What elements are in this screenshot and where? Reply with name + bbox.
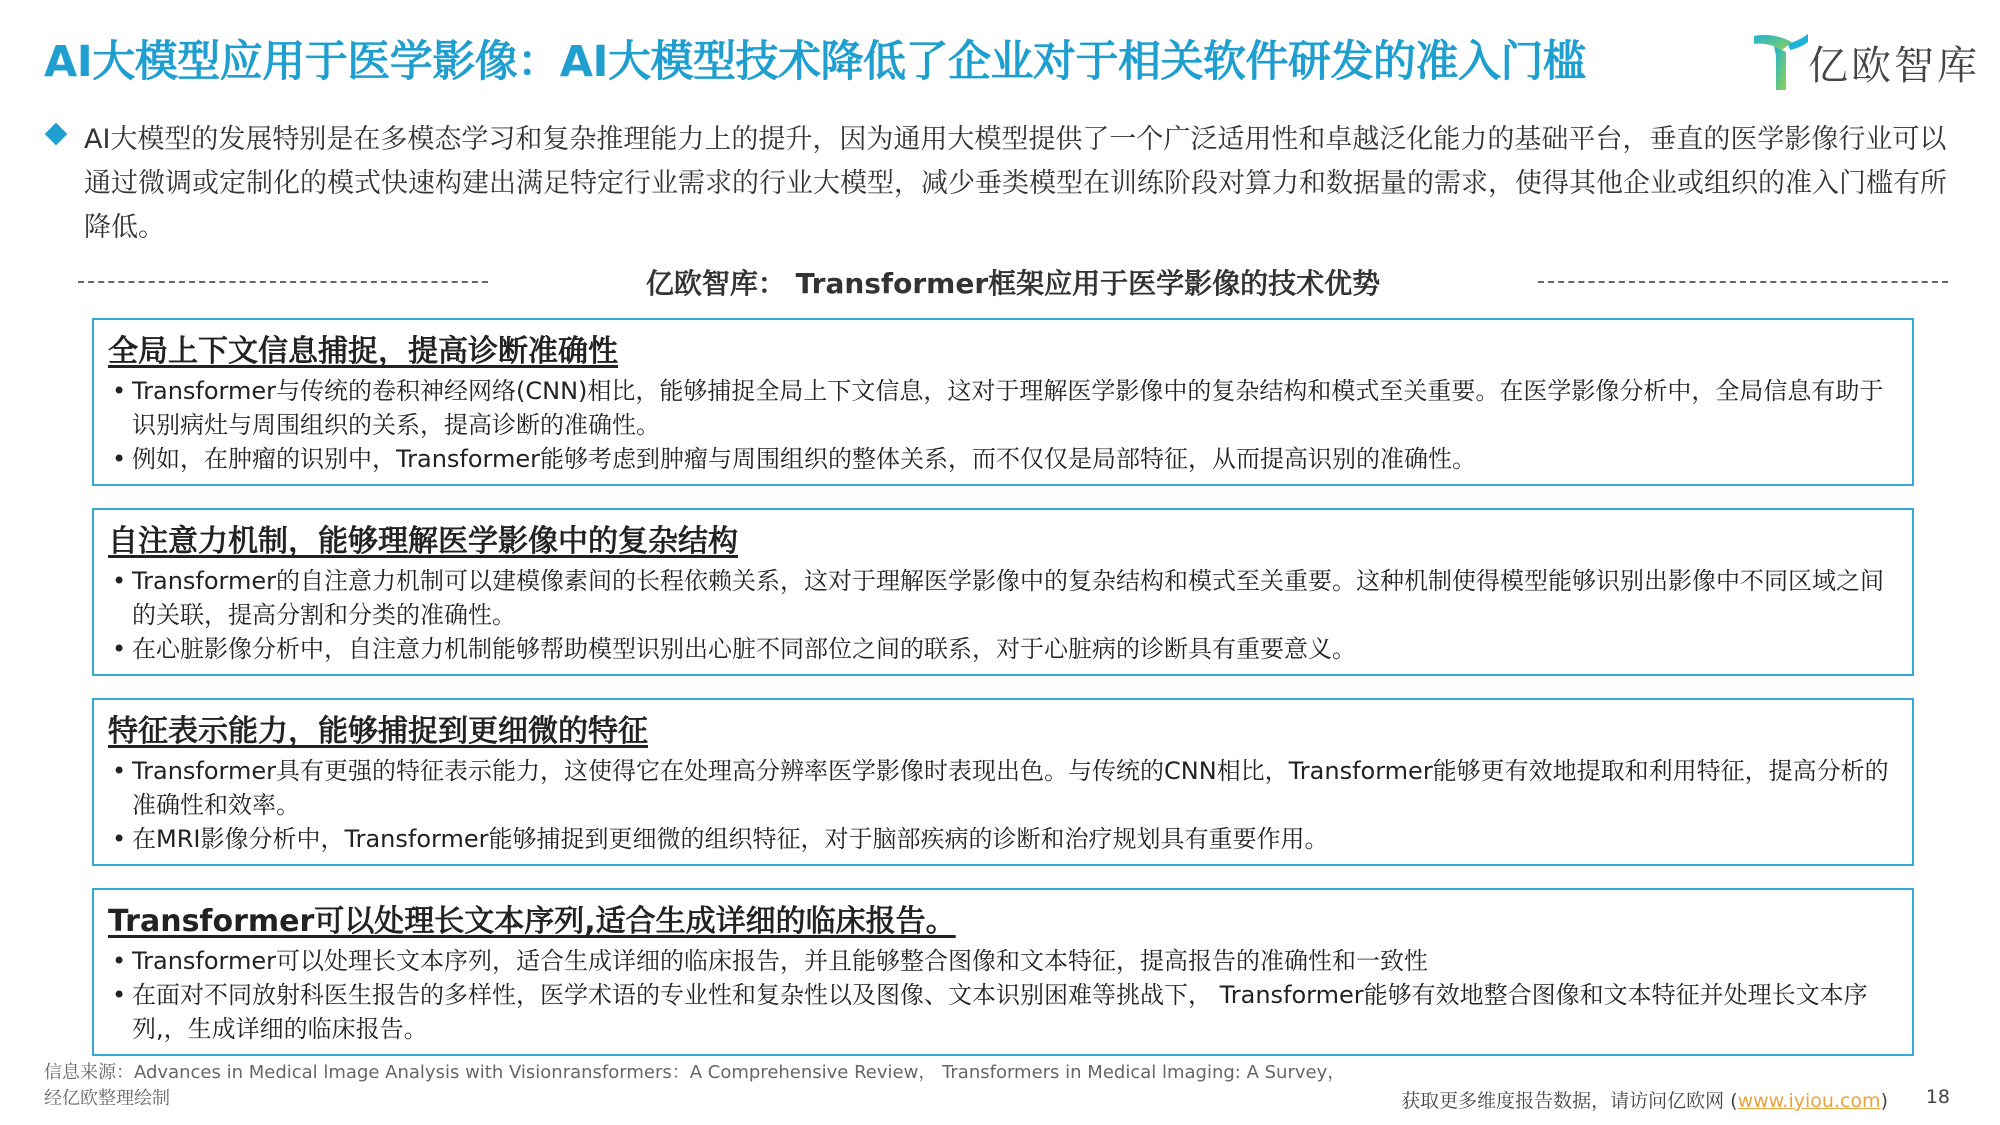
card-point: • Transformer可以处理长文本序列，适合生成详细的临床报告，并且能够整合图像和文本特征，提高报告的准确性和一致性 — [108, 944, 1896, 978]
footer-text: 获取更多维度报告数据，请访问亿欧网 ( — [1401, 1090, 1738, 1112]
card-point: • Transformer的自注意力机制可以建模像素间的长程依赖关系，这对于理解医学影像中的复杂结构和模式至关重要。这种机制使得模型能够识别出影像中不同区域之间的关联，提高分割和分类的准确性。 — [108, 564, 1896, 632]
footer-note — [1401, 1086, 1888, 1113]
page-number: 18 — [1925, 1086, 1950, 1108]
card-point: • 在心脏影像分析中，自注意力机制能够帮助模型识别出心脏不同部位之间的联系，对于心脏病的诊断具有重要意义。 — [108, 632, 1896, 666]
page-title: AI大模型应用于医学影像：AI大模型技术降低了企业对于相关软件研发的准入门槛 — [44, 37, 1586, 87]
card-points — [108, 754, 1896, 856]
footer-link[interactable]: www.iyiou.com — [1737, 1090, 1881, 1112]
intro-paragraph — [48, 118, 1973, 250]
dashed-divider-right — [1538, 281, 1948, 283]
section-heading — [78, 262, 1948, 302]
source-note — [44, 1060, 1444, 1112]
card-points — [108, 944, 1896, 1046]
logo-mark-icon — [1752, 30, 1810, 92]
diamond-bullet-icon — [45, 123, 68, 146]
card-title: 特征表示能力，能够捕捉到更细微的特征 — [108, 714, 648, 749]
advantage-card-global-context — [92, 318, 1914, 486]
yiou-logo — [1752, 26, 1980, 96]
card-title: Transformer可以处理长文本序列,适合生成详细的临床报告。 — [108, 904, 956, 939]
source-line-1: 信息来源：Advances in Medical lmage Analysis with Visionransformers：A Comprehensive Review， Transformers in Medical lmaging: A Survey， — [44, 1062, 1346, 1083]
card-point: • Transformer与传统的卷积神经网络(CNN)相比，能够捕捉全局上下文信息，这对于理解医学影像中的复杂结构和模式至关重要。在医学影像分析中，全局信息有助于识别病灶与周围组织的关系，提高诊断的准确性。 — [108, 374, 1896, 442]
card-point: • 在面对不同放射科医生报告的多样性，医学术语的专业性和复杂性以及图像、文本识别困难等挑战下， Transformer能够有效地整合图像和文本特征并处理长文本序列,，生成详细的临床报告。 — [108, 978, 1896, 1046]
advantage-card-feature-representation — [92, 698, 1914, 866]
footer-close: ) — [1880, 1090, 1888, 1112]
intro-text: AI大模型的发展特别是在多模态学习和复杂推理能力上的提升，因为通用大模型提供了一个广泛适用性和卓越泛化能力的基础平台，垂直的医学影像行业可以通过微调或定制化的模式快速构建出满足特定行业需求的行业大模型，减少垂类模型在训练阶段对算力和数据量的需求，使得其他企业或组织的准入门槛有所降低。 — [84, 124, 1947, 243]
card-title: 自注意力机制，能够理解医学影像中的复杂结构 — [108, 524, 738, 559]
card-points — [108, 374, 1896, 476]
card-point: • 在MRI影像分析中，Transformer能够捕捉到更细微的组织特征，对于脑部疾病的诊断和治疗规划具有重要作用。 — [108, 822, 1896, 856]
section-heading-text: 亿欧智库： Transformer框架应用于医学影像的技术优势 — [645, 267, 1381, 300]
card-points — [108, 564, 1896, 666]
card-point: • 例如，在肿瘤的识别中，Transformer能够考虑到肿瘤与周围组织的整体关系，而不仅仅是局部特征，从而提高识别的准确性。 — [108, 442, 1896, 476]
source-line-2: 经亿欧整理绘制 — [44, 1088, 170, 1109]
card-point: • Transformer具有更强的特征表示能力，这使得它在处理高分辨率医学影像时表现出色。与传统的CNN相比，Transformer能够更有效地提取和利用特征，提高分析的准确性和效率。 — [108, 754, 1896, 822]
advantage-card-long-text — [92, 888, 1914, 1056]
card-title: 全局上下文信息捕捉，提高诊断准确性 — [108, 334, 618, 369]
advantage-card-self-attention — [92, 508, 1914, 676]
logo-text: 亿欧智库 — [1808, 43, 1980, 89]
